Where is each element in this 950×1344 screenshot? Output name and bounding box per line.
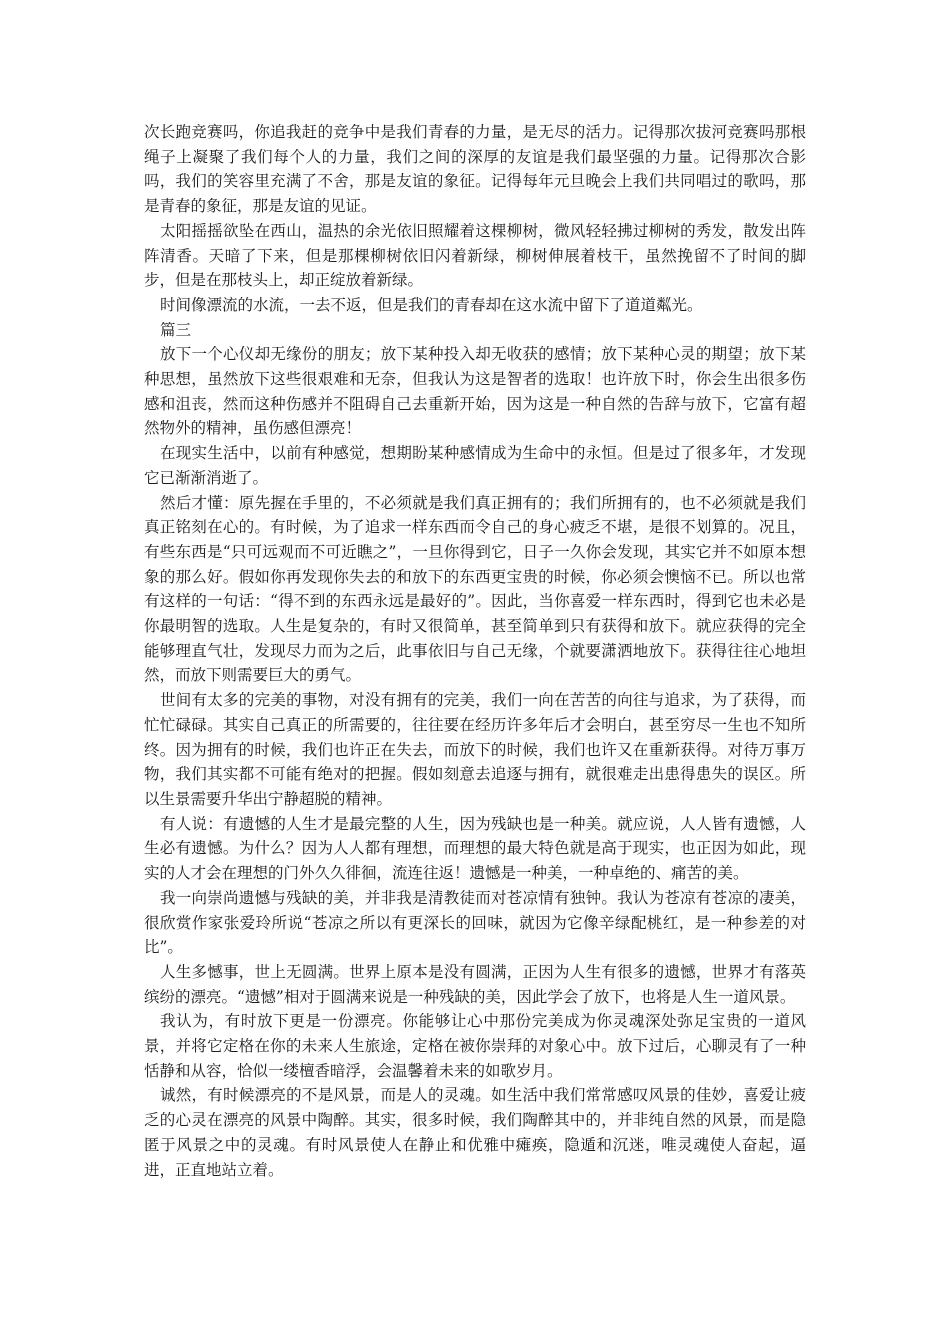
paragraph-real-life: 在现实生活中，以前有种感觉，想期盼某种感情成为生命中的永恒。但是过了很多年，才发现它已渐渐消逝了。: [144, 444, 806, 487]
paragraph-desolation: 我一向崇尚遗憾与残缺的美，并非我是清教徒而对苍凉情有独钟。我认为苍凉有苍凉的凄美，很欣赏作家张爱玲所说“苍凉之所以有更深长的回味，就因为它像辛绿配桃红，是一种参差的对比”。: [144, 888, 806, 957]
paragraph-continuation: 次长跑竞赛吗，你追我赶的竞争中是我们青春的力量，是无尽的活力。记得那次拔河竞赛吗那根绳子上凝聚了我们每个人的力量，我们之间的深厚的友谊是我们最坚强的力量。记得那次合影吗，我们的笑容里充满了不舍，那是友谊的象征。记得每年元旦晚会上我们共同唱过的歌吗，那是青春的象征，那是友谊的见证。: [144, 123, 806, 216]
paragraph-beauty-of-letting-go: 我认为，有时放下更是一份漂亮。你能够让心中那份完美成为你灵魂深处弥足宝贵的一道风景，并将它定格在你的未来人生旅途，定格在被你崇拜的对象心中。放下过后，心聊灵有了一种恬静和从容，恰似一缕檀香暗浮，会温馨着未来的如歌岁月。: [144, 1012, 806, 1080]
section-heading: 篇三: [160, 320, 192, 339]
paragraph-letting-go: 放下一个心仪却无缘份的朋友；放下某种投入却无收获的感情；放下某种心灵的期望；放下某种思想，虽然放下这些很艰难和无奈，但我认为这是智者的选取！也许放下时，你会生出很多伤感和沮丧，然而这种伤感并不阻碍自己去重新开始，因为这是一种自然的告辞与放下，它富有超然物外的精神，虽伤感但漂亮！: [144, 345, 806, 438]
paragraph-regret-beauty: 有人说：有遗憾的人生才是最完整的人生，因为残缺也是一种美。就应说，人人皆有遗憾，人生必有遗憾。为什么？因为人人都有理想，而理想的最大特色就是高于现实，也正因为如此，现实的人才会在理想的门外久久徘徊，流连往返！遗憾是一种美，一种卓绝的、痛苦的美。: [144, 814, 806, 883]
document-body: [144, 120, 806, 1182]
paragraph-understanding: 然后才懂：原先握在手里的，不必须就是我们真正拥有的；我们所拥有的，也不必须就是我们真正铭刻在心的。有时候，为了追求一样东西而令自己的身心疲乏不堪，是很不划算的。况且，有些东西是“只可远观而不可近瞧之”，一旦你得到它，日子一久你会发现，其实它并不如原本想象的那么好。假如你再发现你失去的和放下的东西更宝贵的时候，你必须会懊恼不已。所以也常有这样的一句话：“得不到的东西永远是最好的”。因此，当你喜爱一样东西时，得到它也未必是你最明智的选取。人生是复杂的，有时又很简单，甚至简单到只有获得和放下。就应获得的完全能够理直气壮，发现尽力而为之后，此事依旧与自己无缘，个就要潇洒地放下。获得往往心地坦然，而放下则需要巨大的勇气。: [144, 493, 806, 685]
paragraph-no-perfection: 人生多憾事，世上无圆满。世界上原本是没有圆满，正因为人生有很多的遗憾，世界才有落英缤纷的漂亮。“遗憾”相对于圆满来说是一种残缺的美，因此学会了放下，也将是人生一道风景。: [144, 962, 806, 1006]
paragraph-perfect-things: 世间有太多的完美的事物，对没有拥有的完美，我们一向在苦苦的向往与追求，为了获得，而忙忙碌碌。其实自己真正的所需要的，往往要在经历许多年后才会明白，甚至穷尽一生也不知所终。因为拥有的时候，我们也许正在失去，而放下的时候，我们也许又在重新获得。对待万事万物，我们其实都不可能有绝对的把握。假如刻意去追逐与拥有，就很难走出患得患失的误区。所以生景需要升华出宁静超脱的精神。: [144, 691, 806, 808]
paragraph-time-water: 时间像漂流的水流，一去不返，但是我们的青春却在这水流中留下了道道粼光。: [160, 295, 703, 314]
paragraph-soul: 诚然，有时候漂亮的不是风景，而是人的灵魂。如生活中我们常常感叹风景的佳妙，喜爱让疲乏的心灵在漂亮的风景中陶醉。其实，很多时候，我们陶醉其中的，并非纯自然的风景，而是隐匿于风景之中的灵魂。有时风景使人在静止和优雅中瘫痪，隐遁和沉迷，唯灵魂使人奋起，逼进，正直地站立着。: [144, 1086, 806, 1179]
paragraph-sunset-willow: 太阳摇摇欲坠在西山，温热的余光依旧照耀着这棵柳树，微风轻轻拂过柳树的秀发，散发出阵阵清香。天暗了下来，但是那棵柳树依旧闪着新绿，柳树伸展着枝干，虽然挽留不了时间的脚步，但是在那枝头上，却正绽放着新绿。: [144, 221, 806, 290]
